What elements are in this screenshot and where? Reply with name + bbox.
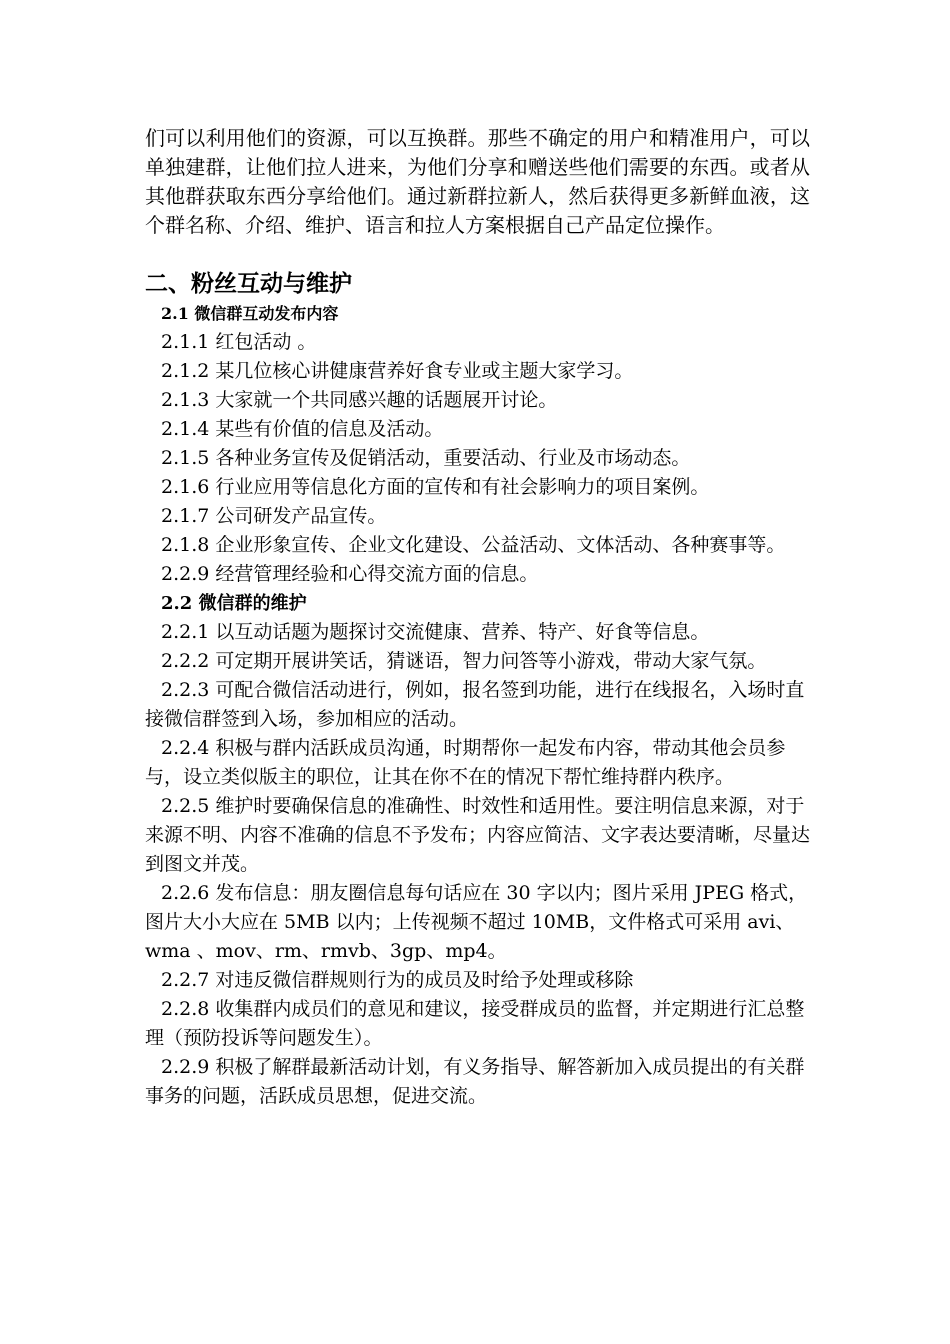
list-item: 2.1.2 某几位核心讲健康营养好食专业或主题大家学习。 [161,360,634,382]
list-item: 2.2.5 维护时要确保信息的准确性、时效性和适用性。要注明信息来源，对于来源不明、内容不准确的信息不予发布；内容应简洁、文字表达要清晰，尽量达到图文并茂。 [145,795,811,875]
list-item: 2.2.6 发布信息：朋友圈信息每句话应在 30 字以内；图片采用 JPEG 格式，图片大小大应在 5MB 以内；上传视频不超过 10MB，文件格式可采用 avi、wma 、mov、rm、rmvb、3gp、mp4。 [145,882,808,962]
document-page [145,124,810,1111]
list-item: 2.2.9 经营管理经验和心得交流方面的信息。 [161,563,539,585]
list-item: 2.1.5 各种业务宣传及促销活动，重要活动、行业及市场动态。 [161,447,691,469]
list-item: 2.1.8 企业形象宣传、企业文化建设、公益活动、文体活动、各种赛事等。 [161,534,786,556]
list-item: 2.2.8 收集群内成员们的意见和建议，接受群成员的监督，并定期进行汇总整理（预防投诉等问题发生）。 [145,998,805,1049]
section-title: 二、粉丝互动与维护 [145,271,352,297]
list-item: 2.2.9 积极了解群最新活动计划，有义务指导、解答新加入成员提出的有关群事务的问题，活跃成员思想，促进交流。 [145,1056,805,1107]
list-item: 2.1.3 大家就一个共同感兴趣的话题展开讨论。 [161,389,558,411]
subsection-title-2-2: 2.2 微信群的维护 [161,593,307,614]
list-item: 2.1.4 某些有价值的信息及活动。 [161,418,444,440]
list-item: 2.2.4 积极与群内活跃成员沟通，时期帮你一起发布内容，带动其他会员参与，设立类似版主的职位，让其在你不在的情况下帮忙维持群内秩序。 [145,737,786,788]
list-item: 2.2.3 可配合微信活动进行，例如，报名签到功能，进行在线报名，入场时直接微信群签到入场，参加相应的活动。 [145,679,805,730]
list-item: 2.1.6 行业应用等信息化方面的宣传和有社会影响力的项目案例。 [161,476,710,498]
list-item: 2.1.1 红包活动 。 [161,331,317,353]
list-item: 2.1.7 公司研发产品宣传。 [161,505,387,527]
list-item: 2.2.2 可定期开展讲笑话，猜谜语，智力问答等小游戏，带动大家气氛。 [161,650,767,672]
subsection-title-2-1: 2.1 微信群互动发布内容 [161,304,339,323]
intro-paragraph: 们可以利用他们的资源，可以互换群。那些不确定的用户和精准用户，可以单独建群，让他们拉人进来，为他们分享和赠送些他们需要的东西。或者从其他群获取东西分享给他们。通过新群拉新人，然后获得更多新鲜血液，这个群名称、介绍、维护、语言和拉人方案根据自己产品定位操作。 [145,126,810,237]
list-item: 2.2.7 对违反微信群规则行为的成员及时给予处理或移除 [161,969,634,991]
list-item: 2.2.1 以互动话题为题探讨交流健康、营养、特产、好食等信息。 [161,621,710,643]
